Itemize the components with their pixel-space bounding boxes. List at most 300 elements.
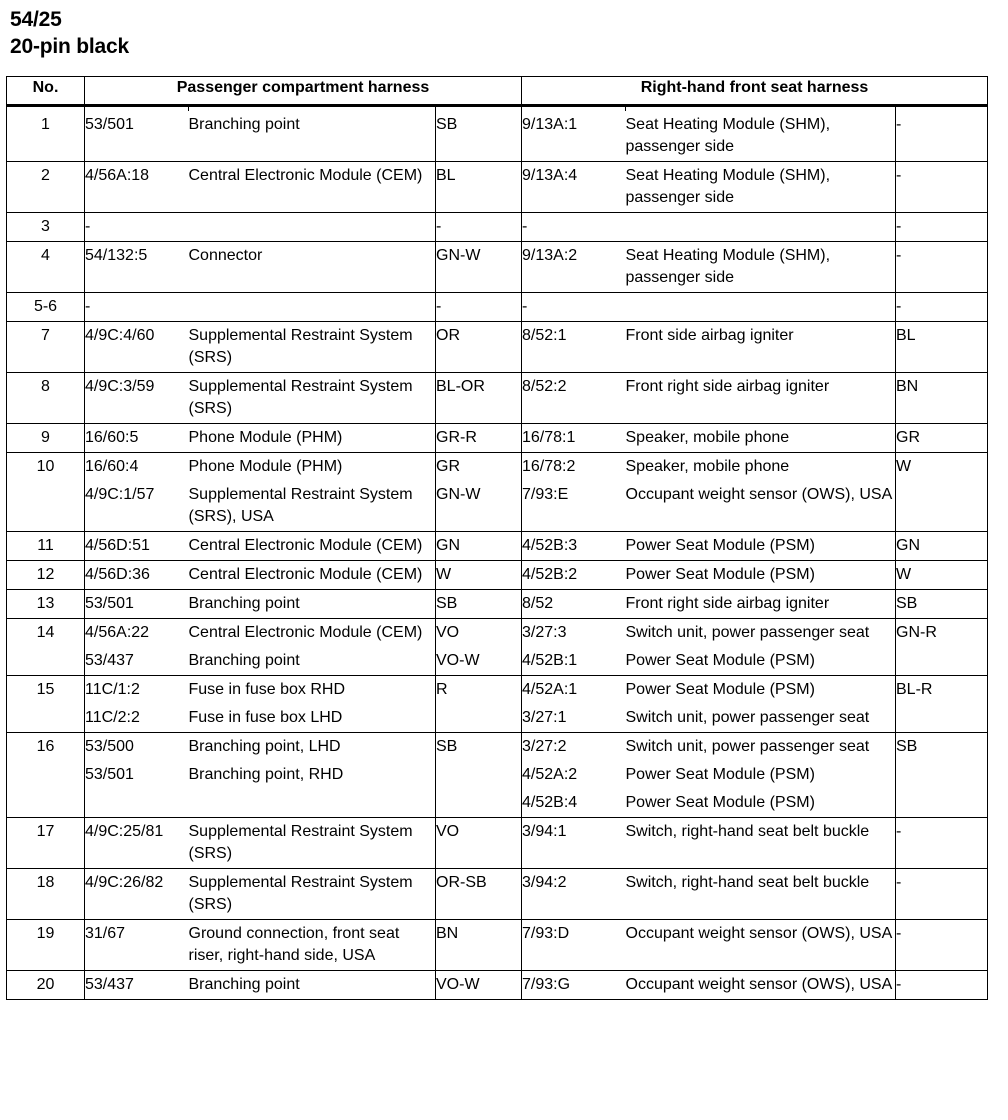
rh-component-description: Front side airbag igniter: [625, 327, 794, 344]
pc-wire-color: VO: [436, 823, 460, 840]
rh-location-code: 4/52B:4: [522, 794, 578, 811]
rh-wire-color: BN: [896, 378, 919, 395]
pc-component-description: Fuse in fuse box RHD: [188, 681, 346, 698]
pc-component-description: Connector: [188, 247, 263, 264]
pin-number: 13: [7, 590, 85, 619]
rh-component-description: Switch unit, power passenger seat: [625, 624, 870, 641]
pc-location-code-cell: [85, 373, 189, 424]
rh-location-code: 4/52B:3: [522, 537, 578, 554]
rh-component-description-cell: [626, 561, 896, 590]
pc-location-code-cell: [85, 111, 189, 162]
rh-location-code: 4/52A:1: [522, 681, 578, 698]
rh-location-code: 3/27:1: [522, 709, 567, 726]
pc-wire-color: -: [436, 298, 442, 315]
rh-wire-color: W: [896, 566, 912, 583]
rh-component-description: Speaker, mobile phone: [625, 458, 790, 475]
table-row: [7, 733, 988, 818]
pin-number: 5-6: [7, 293, 85, 322]
pc-component-description: Fuse in fuse box LHD: [188, 709, 343, 726]
pin-number: 14: [7, 619, 85, 676]
pc-component-description: Supplemental Restraint System (SRS), USA: [188, 486, 413, 525]
rh-wire-color-cell: [896, 453, 988, 532]
pc-component-description-cell: [189, 293, 436, 322]
pc-component-description-cell: [189, 676, 436, 733]
pc-component-description: Branching point, LHD: [188, 738, 341, 755]
pc-location-code: 4/9C:1/57: [85, 486, 155, 503]
table-header-row: [7, 77, 988, 106]
document-title: [10, 6, 129, 60]
pc-component-description-cell: [189, 213, 436, 242]
pin-number: 11: [7, 532, 85, 561]
pc-wire-color: VO-W: [436, 976, 480, 993]
pc-wire-color: GN-W: [436, 247, 481, 264]
pc-wire-color-cell: [436, 619, 522, 676]
rh-location-code-cell: [522, 590, 626, 619]
pinout-table: [6, 76, 988, 1000]
rh-wire-color-cell: [896, 532, 988, 561]
pc-location-code-cell: [85, 619, 189, 676]
rh-wire-color-cell: [896, 111, 988, 162]
rh-component-description: [626, 296, 896, 318]
pc-location-code-cell: [85, 733, 189, 818]
pc-component-description-cell: [189, 869, 436, 920]
rh-component-description: Switch, right-hand seat belt buckle: [625, 874, 870, 891]
table-row: [7, 453, 988, 532]
pc-component-description-cell: [189, 920, 436, 971]
rh-wire-color: -: [896, 976, 902, 993]
rh-wire-color-cell: [896, 162, 988, 213]
rh-wire-color-cell: [896, 920, 988, 971]
pc-component-description-cell: [189, 733, 436, 818]
pc-wire-color: -: [436, 218, 442, 235]
table-row: [7, 676, 988, 733]
rh-location-code-cell: [522, 242, 626, 293]
pc-location-code: 4/56A:18: [85, 167, 150, 184]
pc-location-code-cell: [85, 561, 189, 590]
rh-component-description: Seat Heating Module (SHM), passenger side: [625, 247, 831, 286]
header-no: No.: [7, 77, 85, 106]
pc-wire-color-cell: [436, 818, 522, 869]
pc-wire-color: W: [436, 566, 452, 583]
pc-location-code: 31/67: [85, 925, 126, 942]
rh-location-code: 7/93:G: [522, 976, 571, 993]
rh-component-description-cell: [626, 532, 896, 561]
rh-component-description-cell: [626, 242, 896, 293]
rh-component-description: Power Seat Module (PSM): [625, 681, 815, 698]
pc-component-description: Central Electronic Module (CEM): [188, 167, 423, 184]
pin-number: 12: [7, 561, 85, 590]
pc-wire-color-cell: [436, 453, 522, 532]
pc-wire-color-cell: [436, 162, 522, 213]
pc-wire-color: BN: [436, 925, 459, 942]
pc-location-code: 11C/2:2: [85, 709, 140, 726]
table-row: [7, 619, 988, 676]
rh-wire-color-cell: [896, 322, 988, 373]
rh-component-description-cell: [626, 619, 896, 676]
rh-location-code-cell: [522, 213, 626, 242]
pc-location-code: 53/501: [85, 595, 134, 612]
rh-component-description-cell: [626, 453, 896, 532]
pc-component-description-cell: [189, 373, 436, 424]
rh-component-description-cell: [626, 920, 896, 971]
pc-component-description-cell: [189, 111, 436, 162]
rh-component-description: Seat Heating Module (SHM), passenger side: [625, 116, 831, 155]
pc-location-code-cell: [85, 590, 189, 619]
rh-location-code: -: [522, 298, 528, 315]
connector-description: 20-pin black: [10, 35, 129, 58]
pc-component-description: [189, 296, 436, 318]
rh-component-description-cell: [626, 869, 896, 920]
pc-wire-color-cell: [436, 424, 522, 453]
table-row: [7, 590, 988, 619]
rh-wire-color: SB: [896, 738, 918, 755]
pin-number: 7: [7, 322, 85, 373]
rh-component-description: Front right side airbag igniter: [625, 595, 830, 612]
rh-wire-color: [896, 650, 987, 672]
rh-location-code: 3/27:3: [522, 624, 567, 641]
rh-wire-color: -: [896, 298, 902, 315]
pc-location-code: 53/437: [85, 976, 134, 993]
table-row: [7, 162, 988, 213]
pc-wire-color-cell: [436, 532, 522, 561]
pc-wire-color-cell: [436, 590, 522, 619]
rh-wire-color: W: [896, 458, 912, 475]
pc-component-description: Central Electronic Module (CEM): [188, 537, 423, 554]
pc-location-code-cell: [85, 213, 189, 242]
pc-location-code: 16/60:5: [85, 429, 139, 446]
table-row: [7, 213, 988, 242]
pc-component-description: [189, 216, 436, 238]
rh-location-code: 3/94:2: [522, 874, 567, 891]
rh-wire-color-cell: [896, 590, 988, 619]
rh-wire-color: BL-R: [896, 681, 933, 698]
pc-location-code-cell: [85, 920, 189, 971]
pc-component-description: Branching point: [188, 652, 300, 669]
pc-wire-color-cell: [436, 561, 522, 590]
table-row: [7, 818, 988, 869]
table-row: [7, 293, 988, 322]
pc-wire-color: GR-R: [436, 429, 477, 446]
rh-location-code-cell: [522, 676, 626, 733]
pc-location-code: 53/501: [85, 766, 134, 783]
pc-location-code: 4/9C:3/59: [85, 378, 155, 395]
rh-wire-color-cell: [896, 213, 988, 242]
pc-component-description-cell: [189, 590, 436, 619]
rh-component-description: [626, 216, 896, 238]
pc-component-description: Branching point, RHD: [188, 766, 344, 783]
pc-component-description-cell: [189, 162, 436, 213]
pc-location-code: 4/9C:26/82: [85, 874, 164, 891]
rh-location-code-cell: [522, 869, 626, 920]
header-rh-seat-harness: Right-hand front seat harness: [522, 77, 988, 106]
pc-location-code-cell: [85, 322, 189, 373]
pc-location-code: 53/437: [85, 652, 134, 669]
pc-component-description-cell: [189, 971, 436, 1000]
pc-wire-color: R: [436, 681, 448, 698]
rh-wire-color: -: [896, 874, 902, 891]
rh-location-code: 3/27:2: [522, 738, 567, 755]
rh-location-code: 4/52A:2: [522, 766, 578, 783]
pc-wire-color: [436, 764, 521, 786]
rh-component-description-cell: [626, 818, 896, 869]
pin-number: 4: [7, 242, 85, 293]
pc-component-description: Supplemental Restraint System (SRS): [188, 327, 413, 366]
rh-component-description: Speaker, mobile phone: [625, 429, 790, 446]
pc-wire-color-cell: [436, 869, 522, 920]
pc-location-code-cell: [85, 424, 189, 453]
pc-location-code: 53/500: [85, 738, 134, 755]
rh-component-description-cell: [626, 293, 896, 322]
rh-wire-color: GN-R: [896, 624, 937, 641]
pc-component-description: Phone Module (PHM): [188, 458, 343, 475]
rh-wire-color-cell: [896, 733, 988, 818]
rh-component-description: Seat Heating Module (SHM), passenger side: [625, 167, 831, 206]
pc-component-description: Phone Module (PHM): [188, 429, 343, 446]
rh-wire-color: -: [896, 167, 902, 184]
rh-location-code: 16/78:2: [522, 458, 576, 475]
rh-location-code: 9/13A:1: [522, 116, 578, 133]
rh-location-code-cell: [522, 453, 626, 532]
rh-location-code-cell: [522, 733, 626, 818]
pin-number: 20: [7, 971, 85, 1000]
rh-wire-color-cell: [896, 561, 988, 590]
rh-wire-color: GR: [896, 429, 920, 446]
pc-wire-color-cell: [436, 920, 522, 971]
pc-component-description: Central Electronic Module (CEM): [188, 624, 423, 641]
rh-location-code: 8/52:1: [522, 327, 567, 344]
rh-wire-color: -: [896, 218, 902, 235]
rh-wire-color-cell: [896, 971, 988, 1000]
rh-location-code: -: [522, 218, 528, 235]
pc-location-code: 53/501: [85, 116, 134, 133]
pc-location-code-cell: [85, 818, 189, 869]
rh-component-description: Switch, right-hand seat belt buckle: [625, 823, 870, 840]
rh-component-description: Occupant weight sensor (OWS), USA: [625, 925, 893, 942]
pc-location-code: 4/56D:51: [85, 537, 150, 554]
rh-location-code: 8/52:2: [522, 378, 567, 395]
pc-component-description-cell: [189, 818, 436, 869]
pc-location-code: 16/60:4: [85, 458, 139, 475]
pc-component-description: Branching point: [188, 976, 300, 993]
rh-component-description: Power Seat Module (PSM): [625, 537, 815, 554]
pc-component-description: Central Electronic Module (CEM): [188, 566, 423, 583]
rh-location-code-cell: [522, 111, 626, 162]
pc-location-code-cell: [85, 676, 189, 733]
rh-location-code: 9/13A:4: [522, 167, 578, 184]
pc-component-description-cell: [189, 532, 436, 561]
rh-component-description: Occupant weight sensor (OWS), USA: [625, 976, 893, 993]
pc-wire-color-cell: [436, 111, 522, 162]
pc-wire-color: [436, 707, 521, 729]
rh-wire-color-cell: [896, 619, 988, 676]
pc-location-code: 11C/1:2: [85, 681, 140, 698]
rh-wire-color-cell: [896, 293, 988, 322]
rh-component-description: Front right side airbag igniter: [625, 378, 830, 395]
pc-location-code-cell: [85, 162, 189, 213]
pc-wire-color-cell: [436, 733, 522, 818]
rh-location-code-cell: [522, 561, 626, 590]
table-row: [7, 532, 988, 561]
pin-number: 19: [7, 920, 85, 971]
rh-wire-color: BL: [896, 327, 916, 344]
rh-component-description-cell: [626, 213, 896, 242]
pc-component-description-cell: [189, 322, 436, 373]
rh-wire-color: -: [896, 247, 902, 264]
rh-wire-color: -: [896, 823, 902, 840]
pc-wire-color-cell: [436, 242, 522, 293]
pc-component-description-cell: [189, 561, 436, 590]
rh-location-code-cell: [522, 532, 626, 561]
pc-wire-color-cell: [436, 676, 522, 733]
rh-component-description: Power Seat Module (PSM): [625, 766, 815, 783]
pc-wire-color: SB: [436, 116, 458, 133]
pin-number: 3: [7, 213, 85, 242]
pc-location-code-cell: [85, 971, 189, 1000]
rh-component-description-cell: [626, 111, 896, 162]
table-row: [7, 561, 988, 590]
pc-location-code: 4/56D:36: [85, 566, 150, 583]
rh-wire-color: GN: [896, 537, 920, 554]
pc-component-description-cell: [189, 619, 436, 676]
pc-location-code: -: [85, 298, 91, 315]
rh-component-description: Power Seat Module (PSM): [625, 652, 815, 669]
table-row: [7, 869, 988, 920]
rh-location-code: 4/52B:1: [522, 652, 578, 669]
table-row: [7, 373, 988, 424]
pc-location-code: 4/9C:4/60: [85, 327, 155, 344]
rh-location-code: 7/93:E: [522, 486, 569, 503]
header-passenger-harness: Passenger compartment harness: [85, 77, 522, 106]
rh-component-description-cell: [626, 373, 896, 424]
rh-wire-color: SB: [896, 595, 918, 612]
rh-wire-color-cell: [896, 242, 988, 293]
rh-location-code-cell: [522, 920, 626, 971]
pin-number: 16: [7, 733, 85, 818]
pc-wire-color-cell: [436, 971, 522, 1000]
pin-number: 8: [7, 373, 85, 424]
pc-location-code-cell: [85, 453, 189, 532]
rh-location-code-cell: [522, 424, 626, 453]
rh-location-code-cell: [522, 373, 626, 424]
pc-location-code: 4/9C:25/81: [85, 823, 164, 840]
rh-location-code-cell: [522, 293, 626, 322]
rh-location-code-cell: [522, 818, 626, 869]
pc-wire-color: BL: [436, 167, 456, 184]
pc-wire-color-cell: [436, 322, 522, 373]
rh-component-description: Power Seat Module (PSM): [625, 566, 815, 583]
pc-component-description-cell: [189, 424, 436, 453]
rh-component-description-cell: [626, 971, 896, 1000]
pin-number: 1: [7, 111, 85, 162]
pc-wire-color-cell: [436, 213, 522, 242]
pc-component-description-cell: [189, 453, 436, 532]
pc-component-description-cell: [189, 242, 436, 293]
rh-location-code: 9/13A:2: [522, 247, 578, 264]
pc-wire-color: OR-SB: [436, 874, 487, 891]
pc-component-description: Supplemental Restraint System (SRS): [188, 874, 413, 913]
table-row: [7, 322, 988, 373]
rh-component-description: Power Seat Module (PSM): [625, 794, 815, 811]
rh-wire-color: [896, 764, 987, 786]
pin-number: 15: [7, 676, 85, 733]
table-row: [7, 111, 988, 162]
pc-location-code-cell: [85, 293, 189, 322]
pc-wire-color-cell: [436, 373, 522, 424]
pc-location-code: -: [85, 218, 91, 235]
pc-location-code: 54/132:5: [85, 247, 148, 264]
rh-wire-color: -: [896, 925, 902, 942]
rh-location-code-cell: [522, 322, 626, 373]
rh-wire-color-cell: [896, 869, 988, 920]
rh-component-description: Switch unit, power passenger seat: [625, 709, 870, 726]
pc-wire-color: GR: [436, 458, 460, 475]
pc-component-description: Ground connection, front seat riser, right-hand side, USA: [188, 925, 400, 964]
pc-component-description: Branching point: [188, 595, 300, 612]
pc-wire-color: GN-W: [436, 486, 481, 503]
rh-wire-color-cell: [896, 373, 988, 424]
rh-location-code: 3/94:1: [522, 823, 567, 840]
pc-component-description: Supplemental Restraint System (SRS): [188, 823, 413, 862]
connector-number: 54/25: [10, 8, 62, 31]
pc-wire-color-cell: [436, 293, 522, 322]
pc-wire-color: SB: [436, 738, 458, 755]
pin-number: 9: [7, 424, 85, 453]
rh-component-description-cell: [626, 676, 896, 733]
pc-wire-color: VO-W: [436, 652, 480, 669]
pc-wire-color: SB: [436, 595, 458, 612]
pc-location-code-cell: [85, 869, 189, 920]
rh-wire-color: -: [896, 116, 902, 133]
rh-wire-color-cell: [896, 424, 988, 453]
pc-location-code-cell: [85, 242, 189, 293]
rh-wire-color: [896, 707, 987, 729]
table-row: [7, 920, 988, 971]
rh-location-code-cell: [522, 971, 626, 1000]
rh-location-code: 7/93:D: [522, 925, 570, 942]
pc-location-code-cell: [85, 532, 189, 561]
pin-number: 17: [7, 818, 85, 869]
pc-location-code: 4/56A:22: [85, 624, 150, 641]
pc-wire-color: VO: [436, 624, 460, 641]
rh-component-description-cell: [626, 322, 896, 373]
rh-component-description: Switch unit, power passenger seat: [625, 738, 870, 755]
rh-component-description-cell: [626, 162, 896, 213]
pc-component-description: Branching point: [188, 116, 300, 133]
rh-location-code-cell: [522, 619, 626, 676]
rh-component-description: Occupant weight sensor (OWS), USA: [625, 486, 893, 503]
rh-component-description-cell: [626, 733, 896, 818]
pc-wire-color: BL-OR: [436, 378, 485, 395]
pc-wire-color: OR: [436, 327, 460, 344]
table-body: [7, 106, 988, 1000]
pin-number: 10: [7, 453, 85, 532]
rh-component-description-cell: [626, 590, 896, 619]
rh-location-code: 16/78:1: [522, 429, 576, 446]
table-row: [7, 424, 988, 453]
rh-wire-color-cell: [896, 818, 988, 869]
table-row: [7, 242, 988, 293]
rh-wire-color-cell: [896, 676, 988, 733]
rh-wire-color: [896, 792, 987, 814]
pc-component-description: Supplemental Restraint System (SRS): [188, 378, 413, 417]
rh-location-code-cell: [522, 162, 626, 213]
pc-wire-color: GN: [436, 537, 460, 554]
pin-number: 18: [7, 869, 85, 920]
rh-location-code: 8/52: [522, 595, 554, 612]
pin-number: 2: [7, 162, 85, 213]
rh-location-code: 4/52B:2: [522, 566, 578, 583]
table-row: [7, 971, 988, 1000]
